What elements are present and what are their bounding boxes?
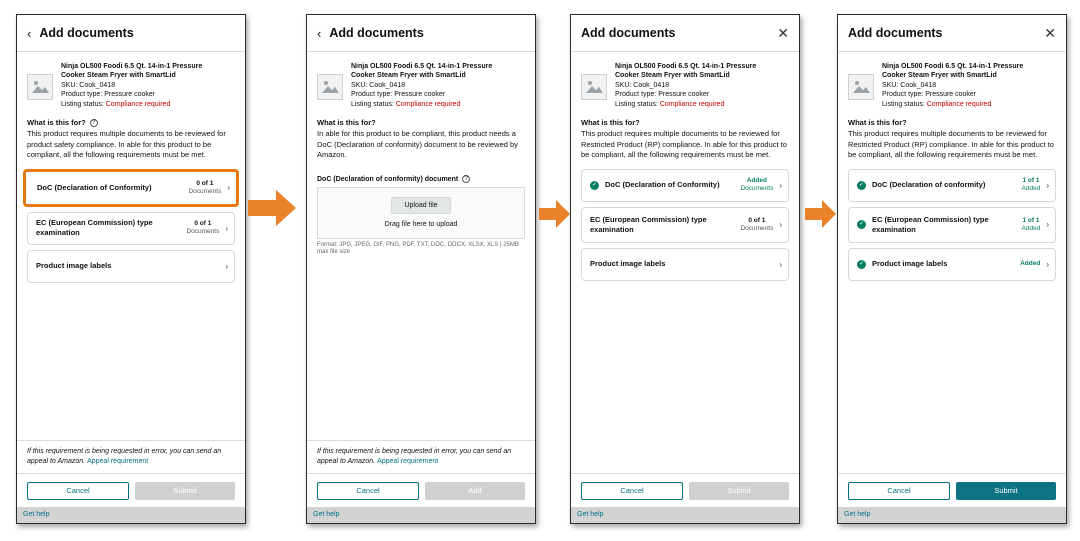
upload-label: DoC (Declaration of conformity) document ?	[307, 175, 535, 183]
flow-arrow-3	[805, 200, 837, 228]
chevron-right-icon: ›	[227, 183, 230, 193]
description: This product requires multiple documents to be reviewed for product safety compliance. In able for this product to be compliant, all the following requirements must be met.	[27, 129, 226, 160]
product-sku: SKU: Cook_0418	[615, 81, 670, 89]
product-name: Ninja OL500 Foodi 6.5 Qt. 14-in-1 Pressure Cooker Steam Fryer with SmartLid	[351, 63, 493, 80]
cancel-button[interactable]: Cancel	[848, 482, 950, 500]
listing-status: Listing status: Compliance required	[61, 100, 171, 108]
requirement-status: 1 of 1 Added	[1021, 177, 1041, 193]
product-sku: SKU: Cook_0418	[882, 81, 937, 89]
product-summary	[307, 52, 535, 109]
requirement-ec[interactable]: ✓ EC (European Commission) type examination 1 of 1 Added ›	[848, 207, 1056, 243]
footer-actions	[571, 473, 799, 507]
close-icon[interactable]: ✕	[777, 24, 789, 41]
product-sku: SKU: Cook_0418	[61, 81, 116, 89]
check-circle-icon: ✓	[858, 181, 865, 188]
panel-title: Add documents	[329, 26, 424, 40]
footer-actions	[838, 473, 1066, 507]
product-type: Product type: Pressure cooker	[61, 91, 156, 99]
requirement-image-labels[interactable]: ✓ Product image labels Added ›	[848, 248, 1056, 281]
check-circle-icon: ✓	[591, 181, 598, 188]
panel-header	[307, 15, 535, 52]
get-help-link[interactable]: Get help	[838, 507, 1066, 523]
requirement-status: Added	[1020, 260, 1041, 268]
panel-title: Add documents	[39, 26, 134, 40]
appeal-note: If this requirement is being requested in error, you can send an appeal to Amazon. Appeal requirement	[307, 440, 535, 467]
product-sku: SKU: Cook_0418	[351, 81, 406, 89]
close-icon[interactable]: ✕	[1044, 24, 1056, 41]
what-is-this-title: What is this for?	[317, 118, 376, 128]
chevron-right-icon: ›	[779, 180, 782, 190]
get-help-link[interactable]: Get help	[17, 507, 245, 523]
flow-arrow-2	[539, 200, 571, 228]
add-button[interactable]: Add	[425, 482, 525, 500]
panel-header	[838, 15, 1066, 52]
product-type: Product type: Pressure cooker	[351, 91, 446, 99]
product-summary	[571, 52, 799, 109]
requirement-status: 1 of 1 Added	[1021, 216, 1041, 232]
add-documents-panel-1	[16, 14, 246, 524]
chevron-right-icon: ›	[779, 220, 782, 230]
what-is-this-title: What is this for? ?	[17, 118, 245, 127]
product-type: Product type: Pressure cooker	[882, 91, 977, 99]
help-icon[interactable]: ?	[90, 119, 98, 127]
product-name: Ninja OL500 Foodi 6.5 Qt. 14-in-1 Pressure Cooker Steam Fryer with SmartLid	[615, 63, 757, 80]
description: This product requires multiple documents to be reviewed for Restricted Product (RP) compliance. In able for this product to be compliant, all the following requirements must be met.	[581, 129, 787, 160]
panel-header	[571, 15, 799, 52]
image-placeholder-icon	[317, 74, 343, 100]
appeal-note: If this requirement is being requested in error, you can send an appeal to Amazon. Appeal requirement	[17, 440, 245, 467]
appeal-link[interactable]: Appeal requirement	[377, 458, 439, 465]
requirement-status: Added Documents	[740, 177, 774, 193]
panel-title: Add documents	[581, 26, 676, 40]
product-type: Product type: Pressure cooker	[615, 91, 710, 99]
format-hint: Format: JPG, JPEG, GIF, PNG, PDF, TXT, DOC, DOCX, XLSX, XLS | 25MB max file size	[317, 241, 519, 256]
description: This product requires multiple documents to be reviewed for Restricted Product (RP) compliance. In able for this product to be compliant, all the following requirements must be met.	[848, 129, 1054, 160]
panel-header	[17, 15, 245, 52]
check-circle-icon: ✓	[858, 260, 865, 267]
appeal-link[interactable]: Appeal requirement	[87, 458, 149, 465]
requirement-doc[interactable]: DoC (Declaration of Conformity) 0 of 1 Documents ›	[23, 169, 239, 207]
chevron-right-icon: ›	[225, 223, 228, 233]
flow-arrow-1	[248, 190, 298, 226]
chevron-right-icon: ›	[1046, 259, 1049, 269]
submit-button[interactable]: Submit	[135, 482, 235, 500]
product-summary	[838, 52, 1066, 109]
submit-button[interactable]: Submit	[689, 482, 789, 500]
product-summary	[17, 52, 245, 109]
add-documents-panel-3	[570, 14, 800, 524]
chevron-right-icon: ›	[1046, 220, 1049, 230]
footer-actions	[307, 473, 535, 507]
requirement-status: 0 of 1 Documents	[740, 216, 774, 232]
image-placeholder-icon	[27, 74, 53, 100]
what-is-this-title: What is this for?	[581, 118, 640, 128]
product-name: Ninja OL500 Foodi 6.5 Qt. 14-in-1 Pressure Cooker Steam Fryer with SmartLid	[882, 63, 1024, 80]
requirement-doc[interactable]: ✓ DoC (Declaration of Conformity) Added Documents ›	[581, 169, 789, 202]
image-placeholder-icon	[848, 74, 874, 100]
description: In able for this product to be compliant, this product needs a DoC (Declaration of conformity) document to be reviewed by Amazon.	[317, 129, 518, 160]
chevron-left-icon[interactable]: ‹	[317, 25, 322, 41]
chevron-right-icon: ›	[779, 259, 782, 269]
panel-title: Add documents	[848, 26, 943, 40]
image-placeholder-icon	[581, 74, 607, 100]
check-circle-icon: ✓	[858, 221, 865, 228]
listing-status: Listing status: Compliance required	[351, 100, 461, 108]
requirement-ec[interactable]: EC (European Commission) type examination 0 of 1 Documents ›	[581, 207, 789, 243]
footer-actions	[17, 473, 245, 507]
get-help-link[interactable]: Get help	[571, 507, 799, 523]
help-icon[interactable]: ?	[462, 175, 470, 183]
add-documents-panel-4	[837, 14, 1067, 524]
add-documents-panel-2	[306, 14, 536, 524]
product-name: Ninja OL500 Foodi 6.5 Qt. 14-in-1 Pressure Cooker Steam Fryer with SmartLid	[61, 63, 203, 80]
requirement-status: 0 of 1 Documents	[188, 179, 222, 195]
get-help-link[interactable]: Get help	[307, 507, 535, 523]
chevron-right-icon: ›	[225, 261, 228, 271]
cancel-button[interactable]: Cancel	[581, 482, 683, 500]
chevron-right-icon: ›	[1046, 180, 1049, 190]
requirement-status: 0 of 1 Documents	[186, 220, 220, 236]
file-dropzone[interactable]	[317, 187, 525, 239]
requirement-ec[interactable]: EC (European Commission) type examination 0 of 1 Documents ›	[27, 212, 235, 245]
drag-hint: Drag file here to upload	[384, 221, 458, 229]
requirement-doc[interactable]: ✓ DoC (Declaration of conformity) 1 of 1 Added ›	[848, 169, 1056, 202]
cancel-button[interactable]: Cancel	[27, 482, 129, 500]
listing-status: Listing status: Compliance required	[882, 100, 992, 108]
requirement-image-labels[interactable]: Product image labels ›	[581, 248, 789, 281]
what-is-this-title: What is this for?	[848, 118, 907, 128]
submit-button[interactable]: Submit	[956, 482, 1056, 500]
cancel-button[interactable]: Cancel	[317, 482, 419, 500]
listing-status: Listing status: Compliance required	[615, 100, 725, 108]
chevron-left-icon[interactable]: ‹	[27, 25, 32, 41]
requirement-image-labels[interactable]: Product image labels ›	[27, 250, 235, 283]
upload-file-button[interactable]: Upload file	[391, 197, 450, 214]
